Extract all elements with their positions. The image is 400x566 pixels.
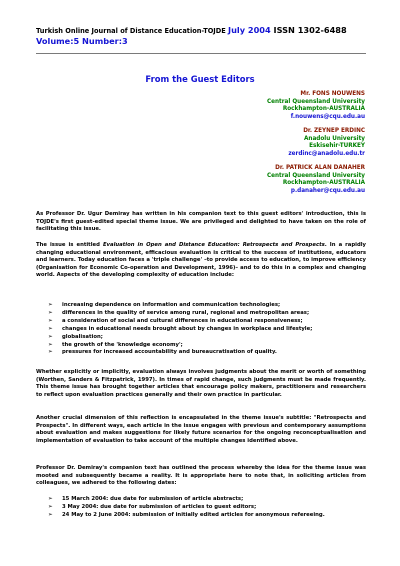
editor-name: Dr. ZEYNEP ERDINC (303, 128, 365, 134)
list-item: ➢ 15 March 2004: due date for submission of article abstracts; (48, 496, 244, 502)
issue-title: Evaluation in Open and Distance Education: Retrospects and Prospects (102, 242, 325, 248)
list-item: ➢ differences in the quality of service among rural, regional and metropolitan areas; (48, 309, 310, 316)
journal-volume: Volume:5 Number:3 (36, 36, 128, 46)
header-divider (36, 53, 366, 54)
editor-university: Anadolu University (304, 135, 365, 142)
editor-location: Eskisehir-TURKEY (309, 143, 365, 149)
list-item: ➢ a consideration of social and cultural differences in educational responsiveness; (48, 317, 303, 324)
journal-citation (36, 26, 366, 36)
arrow-bullet-icon: ➢ (48, 349, 53, 356)
editor-university: Central Queensland University (266, 172, 365, 179)
editor-location: Rockhampton-AUSTRALIA (282, 106, 365, 112)
journal-name: Turkish Online Journal of Distance Education-TOJDE (36, 27, 229, 35)
arrow-bullet-icon: ➢ (48, 317, 53, 324)
dates-list (48, 496, 366, 520)
editor-email[interactable]: p.danaher@cqu.edu.au (290, 187, 365, 194)
editor-list (267, 91, 365, 202)
arrow-bullet-icon: ➢ (48, 496, 53, 502)
journal-date: July 2004 (228, 25, 271, 35)
list-item: ➢ changes in educational needs brought about by changes in workplace and lifestyle; (48, 325, 313, 332)
list-item: ➢ 3 May 2004: due date for submission of articles to guest editors; (48, 503, 257, 510)
editor-block (267, 165, 365, 195)
page-title: From the Guest Editors (145, 74, 255, 84)
editor-email[interactable]: zerdinc@anadolu.edu.tr (288, 150, 365, 157)
paragraph-judgments: Whether explicitly or implicitly, evaluation always involves judgments about the merit or worth of something (Worthen, Sanders & Fitzpatrick, 1997). In times of rapid change, such judgments must be made frequently. This theme issue has brought together articles that encourage policy makers, practitioners and researchers to reflect upon evaluation practices generally and their own practice in particular. (36, 369, 366, 398)
editor-location: Rockhampton-AUSTRALIA (282, 180, 365, 186)
arrow-bullet-icon: ➢ (48, 325, 53, 332)
arrow-bullet-icon: ➢ (48, 503, 53, 510)
editor-block (267, 91, 365, 121)
editor-block (267, 128, 365, 158)
arrow-bullet-icon: ➢ (48, 302, 53, 308)
paragraph-theme-lead: The issue is entitled (36, 242, 103, 248)
paragraph-process: Professor Dr. Demiray's companion text has outlined the process whereby the idea for the theme issue was mooted and subsequently became a reality. It is appropriate here to note that, in soliciting articles from colleagues, we adhered to the following dates: (36, 465, 366, 487)
list-item: ➢ the growth of the 'knowledge economy'; (48, 341, 183, 348)
editor-email[interactable]: f.nouwens@cqu.edu.au (290, 113, 365, 120)
arrow-bullet-icon: ➢ (48, 341, 53, 348)
arrow-bullet-icon: ➢ (48, 309, 53, 316)
editor-name: Mr. FONS NOUWENS (300, 91, 365, 97)
arrow-bullet-icon: ➢ (48, 333, 53, 340)
list-item: ➢ globalisation; (48, 333, 103, 340)
paragraph-intro: As Professor Dr. Ugur Demiray has written in his companion text to this guest editors' introduction, this is TOJDE's first guest-edited special theme issue. We are privileged and delighted to have taken on the role of facilitating this issue. (36, 211, 366, 233)
editor-university: Central Queensland University (266, 98, 365, 105)
complexity-list (48, 302, 366, 357)
list-item: ➢ 24 May to 2 June 2004: submission of initially edited articles for anonymous refereeing. (48, 511, 325, 518)
list-item: ➢ increasing dependence on information and communication technologies; (48, 302, 281, 308)
journal-header (36, 26, 366, 46)
editor-name: Dr. PATRICK ALAN DANAHER (275, 165, 365, 171)
paragraph-theme (36, 242, 366, 280)
paragraph-theme-body: . In a rapidly changing educational environment, efficacious evaluation is critical to the success of institutions, educators and learners. Today education faces a 'triple challenge' –to provide access to education, to improve efficiency (Organisation for Economic Co-operation and Development, 1996)– and to do this in a complex and changing world. Aspects of the developing complexity of education include: (36, 242, 367, 279)
list-item: ➢ pressures for increased accountability and bureaucratisation of quality. (48, 349, 277, 356)
journal-issn: ISSN 1302-6488 (270, 25, 347, 35)
paragraph-retrospects: Another crucial dimension of this reflection is encapsulated in the theme issue's subtitle: "Retrospects and Prospects". In different ways, each article in the issue engages with previous and contemporary assumptions about evaluation and makes suggestions for likely future scenarios for the ongoing reconceptualisation and implementation of evaluation to take account of the multiple changes identified above. (36, 415, 366, 444)
arrow-bullet-icon: ➢ (48, 511, 53, 518)
